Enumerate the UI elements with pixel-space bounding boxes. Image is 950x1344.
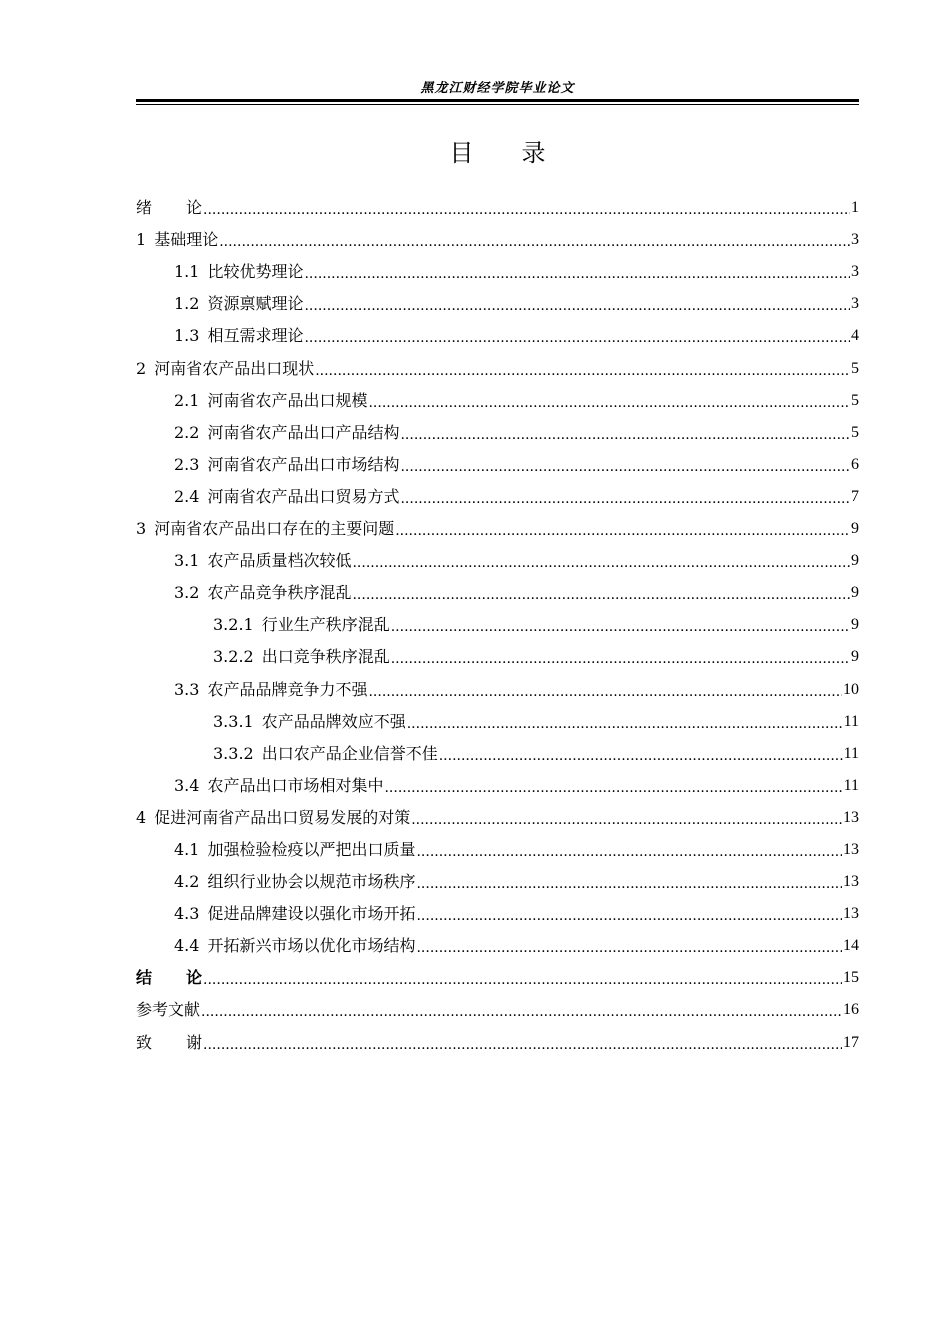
toc-entry-text	[136, 359, 314, 379]
toc-leader-dots	[219, 234, 850, 250]
toc-entry[interactable]	[136, 318, 859, 350]
toc-entry-label: 结论	[136, 968, 237, 988]
table-of-contents	[136, 190, 859, 1057]
toc-leader-dots	[416, 876, 842, 892]
toc-leader-dots	[304, 298, 850, 314]
toc-entry-text	[174, 487, 399, 507]
toc-entry-number: 1	[136, 230, 147, 250]
toc-entry-label: 促进河南省产品出口贸易发展的对策	[154, 807, 411, 827]
toc-page-number: 13	[843, 905, 859, 923]
toc-leader-dots	[352, 555, 850, 571]
toc-entry-label: 出口农产品企业信誉不佳	[261, 743, 438, 763]
toc-entry[interactable]	[136, 671, 859, 703]
toc-entry-label: 行业生产秩序混乱	[261, 615, 390, 635]
toc-leader-dots	[400, 459, 850, 475]
toc-entry[interactable]	[136, 768, 859, 800]
toc-page-number: 13	[843, 808, 859, 826]
toc-entry[interactable]	[136, 575, 859, 607]
toc-leader-dots	[407, 716, 843, 732]
toc-leader-dots	[304, 330, 850, 346]
toc-leader-dots	[203, 972, 842, 988]
header-rule-thin	[136, 104, 859, 105]
toc-entry[interactable]	[136, 254, 859, 286]
toc-entry[interactable]	[136, 896, 859, 928]
toc-page-number: 9	[851, 552, 859, 570]
toc-entry[interactable]	[136, 864, 859, 896]
toc-entry[interactable]	[136, 383, 859, 415]
toc-entry-number: 2.3	[174, 454, 200, 474]
toc-entry-number: 3.3.1	[213, 711, 254, 731]
toc-entry-text	[174, 872, 415, 892]
toc-entry-text	[174, 904, 415, 924]
toc-entry-label: 河南省农产品出口存在的主要问题	[154, 519, 395, 539]
toc-page-number: 9	[851, 648, 859, 666]
toc-page-number: 15	[843, 969, 859, 987]
toc-entry[interactable]	[136, 639, 859, 671]
toc-entry-label: 加强检验检疫以严把出口质量	[207, 839, 416, 859]
toc-entry-label: 河南省农产品出口现状	[154, 358, 315, 378]
toc-leader-dots	[439, 748, 843, 764]
running-header: 黑龙江财经学院毕业论文	[420, 81, 575, 96]
toc-entry-label: 农产品竞争秩序混乱	[207, 583, 352, 603]
toc-entry-number: 1.1	[174, 262, 200, 282]
toc-page-number: 5	[851, 423, 859, 441]
toc-entry[interactable]	[136, 928, 859, 960]
toc-entry-number: 1.3	[174, 326, 200, 346]
toc-entry-number: 2.1	[174, 390, 200, 410]
toc-leader-dots	[411, 812, 842, 828]
toc-entry-number: 1.2	[174, 294, 200, 314]
toc-entry[interactable]	[136, 286, 859, 318]
toc-entry-label: 农产品品牌竞争力不强	[207, 679, 368, 699]
toc-entry-text	[174, 262, 303, 282]
toc-entry[interactable]	[136, 960, 859, 992]
toc-page-number: 13	[843, 873, 859, 891]
toc-entry-number: 3.4	[174, 775, 200, 795]
toc-leader-dots	[201, 1004, 842, 1020]
toc-entry-number: 3.3	[174, 679, 200, 699]
toc-page-number: 6	[851, 455, 859, 473]
toc-entry-label: 农产品质量档次较低	[207, 551, 352, 571]
header-rule-thick	[136, 99, 859, 102]
toc-entry[interactable]	[136, 543, 859, 575]
toc-entry-label: 开拓新兴市场以优化市场结构	[207, 936, 416, 956]
toc-entry[interactable]	[136, 350, 859, 382]
toc-entry-text	[174, 840, 415, 860]
toc-page-number: 13	[843, 840, 859, 858]
toc-entry-label: 河南省农产品出口产品结构	[207, 422, 400, 442]
toc-page-number: 9	[851, 616, 859, 634]
toc-entry-label: 组织行业协会以规范市场秩序	[207, 872, 416, 892]
toc-leader-dots	[416, 940, 842, 956]
toc-entry-label: 促进品牌建设以强化市场开拓	[207, 904, 416, 924]
toc-page-number: 10	[843, 680, 859, 698]
toc-entry-label: 农产品品牌效应不强	[261, 711, 406, 731]
toc-entry-number: 4.1	[174, 839, 200, 859]
toc-leader-dots	[203, 202, 850, 218]
toc-entry-text	[213, 712, 406, 732]
toc-entry-label: 绪论	[136, 198, 237, 218]
toc-page-number: 1	[851, 199, 859, 217]
toc-entry[interactable]	[136, 447, 859, 479]
toc-entry-label: 基础理论	[154, 230, 219, 250]
toc-title	[136, 136, 859, 170]
toc-page-number: 17	[843, 1033, 859, 1051]
toc-entry-number: 4.4	[174, 936, 200, 956]
toc-entry-text	[136, 808, 410, 828]
toc-entry[interactable]	[136, 222, 859, 254]
toc-entry-text	[174, 776, 383, 796]
toc-entry-number: 4.3	[174, 904, 200, 924]
toc-entry[interactable]	[136, 800, 859, 832]
toc-leader-dots	[384, 780, 842, 796]
toc-entry-label: 出口竞争秩序混乱	[261, 647, 390, 667]
toc-entry-text	[136, 519, 394, 539]
toc-leader-dots	[416, 908, 842, 924]
toc-entry[interactable]	[136, 415, 859, 447]
toc-entry-text	[174, 391, 367, 411]
toc-leader-dots	[400, 491, 850, 507]
toc-entry-label: 参考文献	[136, 1000, 201, 1020]
toc-title-char-2: 录	[521, 139, 546, 167]
toc-title-char-1: 目	[449, 139, 474, 167]
toc-entry-text	[136, 1000, 200, 1020]
toc-entry-number: 2	[136, 358, 147, 378]
toc-page-number: 4	[851, 327, 859, 345]
toc-leader-dots	[304, 266, 850, 282]
toc-entry-label: 河南省农产品出口贸易方式	[207, 486, 400, 506]
toc-page-number: 14	[843, 937, 859, 955]
toc-leader-dots	[395, 523, 850, 539]
toc-entry-number: 3.2	[174, 583, 200, 603]
toc-entry-number: 4.2	[174, 872, 200, 892]
toc-leader-dots	[400, 427, 850, 443]
toc-entry-number: 3.2.1	[213, 615, 254, 635]
toc-page-number: 5	[851, 391, 859, 409]
toc-entry-label: 河南省农产品出口市场结构	[207, 454, 400, 474]
toc-entry-text	[136, 230, 218, 250]
toc-entry-text	[174, 583, 351, 603]
toc-entry[interactable]	[136, 190, 859, 222]
toc-entry-label: 资源禀赋理论	[207, 294, 304, 314]
toc-page-number: 11	[843, 744, 859, 762]
toc-entry-number: 4	[136, 807, 147, 827]
toc-entry-label: 河南省农产品出口规模	[207, 390, 368, 410]
toc-entry-number: 2.4	[174, 486, 200, 506]
toc-leader-dots	[315, 363, 850, 379]
toc-page-number: 3	[851, 295, 859, 313]
toc-entry-number: 2.2	[174, 422, 200, 442]
toc-page-number: 7	[851, 487, 859, 505]
toc-leader-dots	[368, 395, 850, 411]
toc-page-number: 16	[843, 1001, 859, 1019]
toc-entry-text	[174, 294, 303, 314]
toc-entry-label: 比较优势理论	[207, 262, 304, 282]
toc-entry-text	[174, 455, 399, 475]
toc-page-number: 3	[851, 231, 859, 249]
toc-entry-number: 3.1	[174, 551, 200, 571]
toc-entry[interactable]	[136, 736, 859, 768]
toc-entry[interactable]	[136, 832, 859, 864]
toc-entry[interactable]	[136, 607, 859, 639]
toc-entry-text	[174, 326, 303, 346]
toc-entry[interactable]	[136, 992, 859, 1024]
toc-entry[interactable]	[136, 511, 859, 543]
toc-entry-text	[174, 680, 367, 700]
toc-entry[interactable]	[136, 1024, 859, 1056]
toc-page-number: 5	[851, 359, 859, 377]
toc-page-number: 3	[851, 263, 859, 281]
toc-entry-text	[174, 551, 351, 571]
toc-leader-dots	[203, 1037, 842, 1053]
toc-leader-dots	[391, 651, 850, 667]
toc-leader-dots	[368, 684, 842, 700]
toc-entry-text	[174, 936, 415, 956]
toc-entry-number: 3.3.2	[213, 743, 254, 763]
toc-page-number: 9	[851, 584, 859, 602]
toc-entry-label: 致谢	[136, 1032, 237, 1052]
toc-entry-text	[213, 744, 438, 764]
toc-page-number: 11	[843, 776, 859, 794]
toc-entry-number: 3.2.2	[213, 647, 254, 667]
toc-entry-label: 相互需求理论	[207, 326, 304, 346]
toc-page-number: 9	[851, 520, 859, 538]
toc-entry[interactable]	[136, 704, 859, 736]
toc-entry-text	[213, 647, 390, 667]
toc-entry-text	[174, 423, 399, 443]
toc-entry-number: 3	[136, 519, 147, 539]
toc-page-number: 11	[843, 712, 859, 730]
toc-leader-dots	[416, 844, 842, 860]
toc-entry-label: 农产品出口市场相对集中	[207, 775, 384, 795]
toc-leader-dots	[352, 587, 850, 603]
toc-entry[interactable]	[136, 479, 859, 511]
toc-entry-text	[213, 615, 390, 635]
toc-leader-dots	[391, 619, 850, 635]
